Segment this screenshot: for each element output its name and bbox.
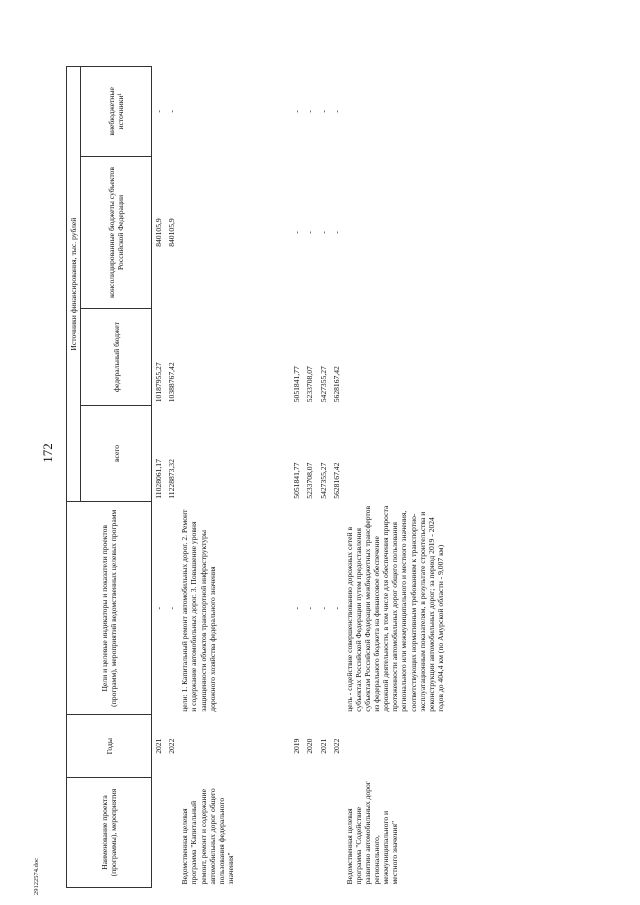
goal-cell: - — [154, 606, 164, 610]
goal-cell: - — [292, 606, 302, 610]
program-name: Ведомственная целевая программа "Содействие развитию автомобильных дорог регионального, межмуниципального и местного значения" — [344, 781, 400, 885]
year-cell: 2021 — [154, 738, 164, 754]
total-cell: 5051841,77 — [292, 462, 302, 499]
regional-cell: 840105,9 — [167, 218, 177, 247]
table-row — [290, 67, 303, 888]
total-cell: 5427355,27 — [318, 462, 328, 499]
total-cell: 5233708,07 — [305, 462, 315, 499]
federal-cell: 5628167,42 — [331, 366, 341, 403]
rotated-table-stage — [66, 66, 592, 888]
year-cell: 2019 — [292, 738, 302, 754]
regional-cell: - — [305, 231, 315, 234]
table-row — [152, 67, 166, 888]
total-cell: 5628167,42 — [331, 462, 341, 499]
goal-cell: - — [305, 606, 315, 610]
regional-cell: - — [331, 231, 341, 234]
header-sources: Источники финансирования, тыс. рублей — [67, 67, 81, 502]
header-total: всего — [81, 405, 152, 501]
header-name: Наименование проекта (программы), мероприятия — [67, 778, 152, 888]
header-years: Годы — [67, 715, 152, 778]
program-row — [343, 67, 447, 888]
regional-cell: - — [292, 231, 302, 234]
page-number: 172 — [40, 443, 55, 463]
federal-cell: 5051841,77 — [292, 366, 302, 403]
year-cell: 2021 — [318, 738, 328, 754]
header-regional: консолидированные бюджеты субъектов Российской Федерации — [81, 156, 152, 309]
regional-cell: 840105,9 — [154, 218, 164, 247]
table-row — [330, 67, 343, 888]
federal-cell: 10388767,42 — [167, 362, 177, 403]
program-goals: цель - содействие совершенствованию дорожных сетей в субъектах Российской Федерации путем предоставления субъектам Российской Федерации межбюджетных трансфертов из федерального бюджета на финансовое обеспечение дорожной деятельности, в том числе для обеспечения прироста протяженности автомобильных дорог общего пользования регионального или межмуниципального и местного значения, соответствующих нормативным требованиям к транспортно-эксплуатационным показателям, в результате строительства и реконструкции автомобильных дорог; за период 2019 - 2024 годов до 404,4 км (по Амурской области - 9,007 км) — [344, 505, 445, 712]
federal-cell: 5427355,27 — [318, 366, 328, 403]
total-cell: 11028061,17 — [154, 459, 164, 499]
federal-cell: 10187955,27 — [154, 362, 164, 403]
year-cell: 2022 — [331, 738, 341, 754]
header-federal: федеральный бюджет — [81, 309, 152, 405]
regional-cell: - — [318, 231, 328, 234]
file-code-footer: 29122574.doc — [33, 857, 40, 895]
extra-cell: - — [292, 110, 302, 113]
financing-table — [66, 66, 447, 888]
table-header-row — [67, 67, 81, 888]
program-goals: цели: 1. Капитальный ремонт автомобильных дорог. 2. Ремонт и содержание автомобильных дорог. 3. Повышение уровня защищенности объектов транспортной инфраструктуры дорожного хозяйства федерального значения — [180, 509, 217, 712]
goal-cell: - — [331, 606, 341, 610]
federal-cell: 5233708,07 — [305, 366, 315, 403]
year-cell: 2020 — [305, 738, 315, 754]
extra-cell: - — [167, 110, 177, 113]
program-row — [178, 67, 290, 888]
extra-cell: - — [318, 110, 328, 113]
year-cell: 2022 — [167, 738, 177, 754]
program-name: Ведомственная целевая программа "Капитальный ремонт, ремонт и содержание автомобильных дорог общего пользования федерального значения" — [180, 788, 235, 885]
extra-cell: - — [154, 110, 164, 113]
header-extra: внебюджетные источники¹ — [81, 67, 152, 157]
header-goals: Цели и целевые индикаторы и показатели проектов (программ), мероприятий ведомственных целевых программ — [67, 502, 152, 715]
table-row — [317, 67, 330, 888]
extra-cell: - — [331, 110, 341, 113]
table-row — [303, 67, 316, 888]
total-cell: 11228873,32 — [167, 459, 177, 499]
table-row — [165, 67, 178, 888]
goal-cell: - — [167, 606, 177, 610]
goal-cell: - — [318, 606, 328, 610]
extra-cell: - — [305, 110, 315, 113]
